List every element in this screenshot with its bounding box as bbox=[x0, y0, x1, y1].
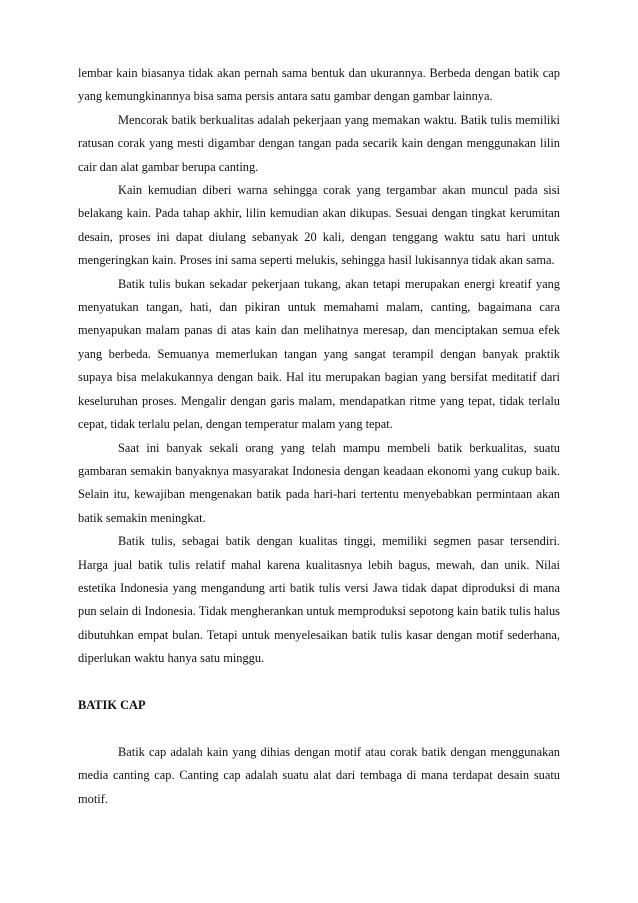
paragraph-segmen-pasar: Batik tulis, sebagai batik dengan kualitas tinggi, memiliki segmen pasar tersendiri. Harga jual batik tulis relatif mahal karena kualitasnya lebih bagus, mewah, dan unik. Nilai estetika Indonesia yang mengandung arti batik tulis versi Jawa tidak dapat diproduksi di mana pun selain di Indonesia. Tidak mengherankan untuk memproduksi sepotong kain batik tulis halus dibutuhkan empat bulan. Tetapi untuk menyelesaikan batik tulis kasar dengan motif sederhana, diperlukan waktu hanya satu minggu. bbox=[78, 534, 560, 666]
paragraph-continuation: lembar kain biasanya tidak akan pernah sama bentuk dan ukurannya. Berbeda dengan batik cap yang kemungkinannya bisa sama persis antara satu gambar dengan gambar lainnya. bbox=[78, 66, 560, 104]
paragraph-mencorak: Mencorak batik berkualitas adalah pekerjaan yang memakan waktu. Batik tulis memiliki ratusan corak yang mesti digambar dengan tangan pada secarik kain dengan menggunakan lilin cair dan alat gambar berupa canting. bbox=[78, 112, 560, 174]
document-page bbox=[78, 62, 560, 811]
paragraph-kain-warna: Kain kemudian diberi warna sehingga corak yang tergambar akan muncul pada sisi belakang kain. Pada tahap akhir, lilin kemudian akan dikupas. Sesuai dengan tingkat kerumitan desain, proses ini dapat diulang sebanyak 20 kali, dengan tenggang waktu satu hari untuk mengeringkan kain. Proses ini sama seperti melukis, sehingga hasil lukisannya tidak akan sama. bbox=[78, 183, 560, 268]
section-heading-batik-cap: BATIK CAP bbox=[78, 697, 146, 712]
paragraph-batik-cap: Batik cap adalah kain yang dihias dengan motif atau corak batik dengan menggunakan media canting cap. Canting cap adalah suatu alat dari tembaga di mana terdapat desain suatu motif. bbox=[78, 744, 560, 806]
paragraph-energi-kreatif: Batik tulis bukan sekadar pekerjaan tukang, akan tetapi merupakan energi kreatif yang menyatukan tangan, hati, dan pikiran untuk memahami malam, canting, bagaimana cara menyapukan malam panas di atas kain dan melihatnya meresap, dan menciptakan semua efek yang berbeda. Semuanya memerlukan tangan yang sangat terampil dengan banyak praktik supaya bisa melakukannya dengan baik. Hal itu merupakan bagian yang bersifat meditatif dari keseluruhan proses. Mengalir dengan garis malam, mendapatkan ritme yang tepat, tidak terlalu cepat, tidak terlalu pelan, dengan temperatur malam yang tepat. bbox=[78, 276, 560, 432]
spacer bbox=[78, 717, 560, 741]
spacer bbox=[78, 671, 560, 694]
paragraph-permintaan: Saat ini banyak sekali orang yang telah mampu membeli batik berkualitas, suatu gambaran semakin banyaknya masyarakat Indonesia dengan keadaan ekonomi yang cukup baik. Selain itu, kewajiban mengenakan batik pada hari-hari tertentu menyebabkan permintaan akan batik semakin meningkat. bbox=[78, 440, 560, 525]
